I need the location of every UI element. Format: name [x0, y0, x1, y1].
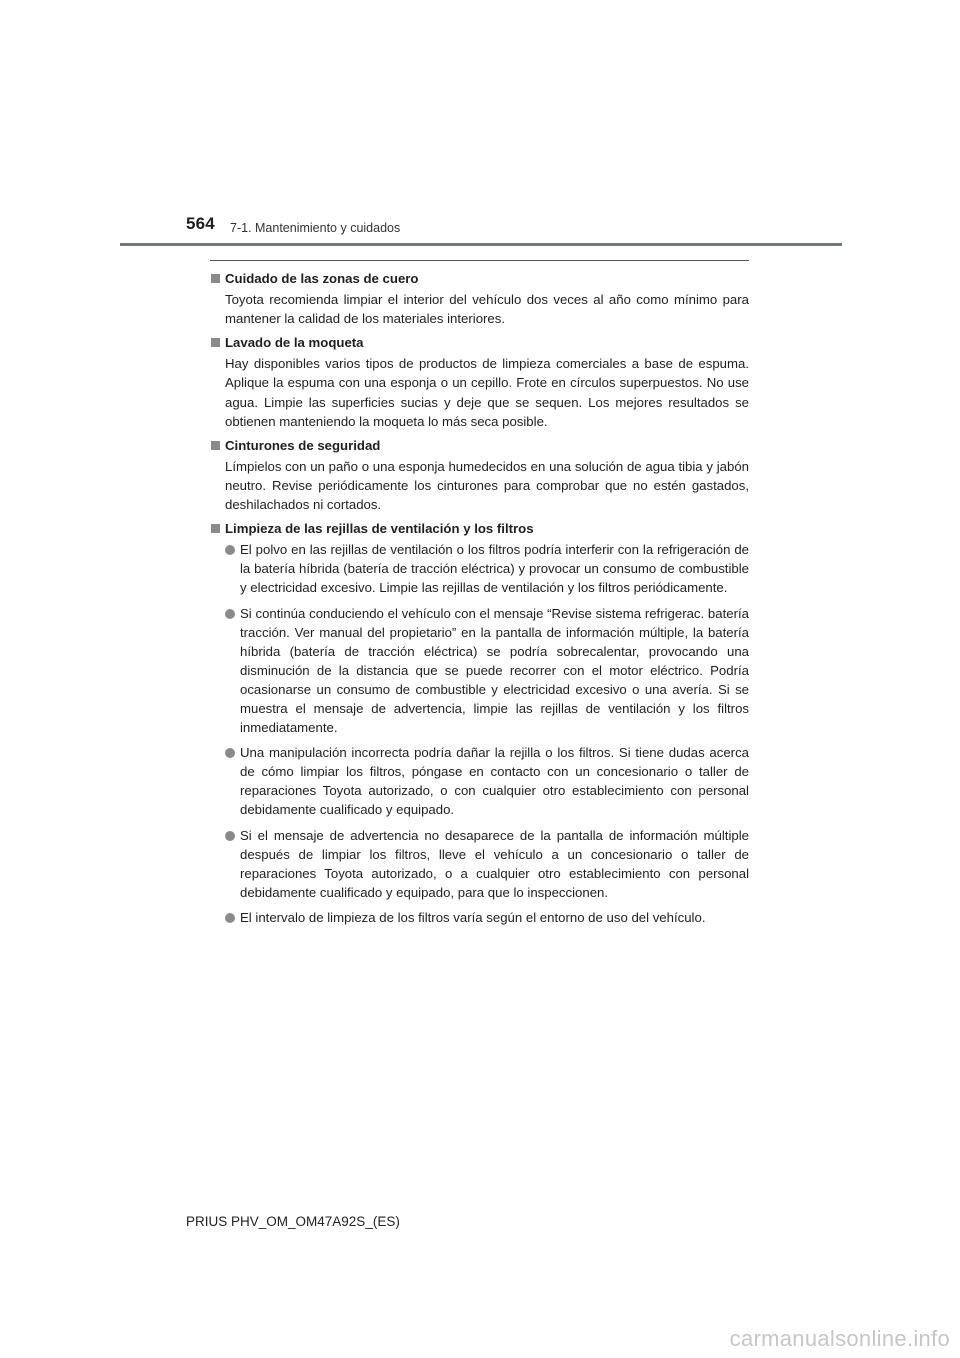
section-heading-text: Cinturones de seguridad [225, 437, 381, 453]
list-item-text: Si el mensaje de advertencia no desaparece de la pantalla de información múltiple después de limpiar los filtros, lleve el vehículo a un concesionario o taller de reparaciones Toyota autorizado, o a cualquier otro establecimiento con personal debidamente cualificado y equipado, para que lo inspeccionen. [240, 827, 749, 900]
square-bullet-icon [211, 524, 220, 533]
circle-bullet-icon [225, 831, 235, 841]
section-heading-text: Limpieza de las rejillas de ventilación y los filtros [225, 521, 534, 537]
content-rule [210, 260, 749, 261]
section-title: 7-1. Mantenimiento y cuidados [230, 221, 401, 235]
list-item [225, 826, 749, 902]
list-item-text: El intervalo de limpieza de los filtros varía según el entorno de uso del vehículo. [240, 909, 706, 925]
square-bullet-icon [211, 338, 220, 347]
list-item-text: Una manipulación incorrecta podría dañar la rejilla o los filtros. Si tiene dudas acerca de cómo limpiar los filtros, póngase en contacto con un concesionario o taller de reparaciones Toyota autorizado, o con cualquier otro establecimiento con personal debidamente cualificado y equipado. [240, 745, 749, 818]
section-heading-text: Cuidado de las zonas de cuero [225, 271, 419, 286]
list-item [225, 540, 749, 597]
section-seatbelts [210, 436, 749, 514]
list-item-text: El polvo en las rejillas de ventilación o los filtros podría interferir con la refrigeración de la batería híbrida (batería de tracción eléctrica) y provocar un consumo de combustible y electricidad excesivo. Limpie las rejillas de ventilación y los filtros periódicamente. [240, 542, 749, 596]
list-item [225, 908, 749, 927]
section-heading [210, 333, 749, 352]
square-bullet-icon [211, 441, 220, 450]
page-number: 564 [186, 214, 215, 233]
list-item [225, 604, 749, 738]
section-heading [210, 436, 749, 455]
section-paragraph: Toyota recomienda limpiar el interior del vehículo dos veces al año como mínimo para mantener la calidad de los materiales interiores. [225, 292, 749, 327]
section-vents [210, 519, 749, 927]
footer-doc-id: PRIUS PHV_OM_OM47A92S_(ES) [186, 1214, 400, 1229]
circle-bullet-icon [225, 748, 235, 758]
content [210, 269, 749, 933]
circle-bullet-icon [225, 545, 235, 555]
section-paragraph: Hay disponibles varios tipos de productos de limpieza comerciales a base de espuma. Aplique la espuma con una esponja o un cepillo. Frote en círculos superpuestos. No use agua. Limpie las superficies sucias y deje que se sequen. Los mejores resultados se obtienen manteniendo la moqueta lo más seca posible. [225, 356, 749, 429]
section-paragraph: Límpielos con un paño o una esponja humedecidos en una solución de agua tibia y jabón neutro. Revise periódicamente los cinturones para comprobar que no estén gastados, deshilachados ni cortados. [225, 458, 749, 513]
square-bullet-icon [211, 274, 220, 283]
list-item-text: Si continúa conduciendo el vehículo con el mensaje “Revise sistema refrigerac. batería tracción. Ver manual del propietario” en la pantalla de información múltiple, la batería híbrida (batería de tracción eléctrica) se podría sobrecalentar, provocando una disminución de la distancia que se puede recorrer con el motor eléctrico. Podría ocasionarse un consumo de combustible y electricidad excesivo o una avería. Si se muestra el mensaje de advertencia, limpie las rejillas de ventilación y los filtros inmediatamente. [240, 605, 749, 736]
section-heading [210, 269, 749, 288]
section-leather [210, 269, 749, 328]
bullet-list [210, 540, 749, 927]
list-item [225, 743, 749, 819]
section-heading [210, 519, 749, 538]
circle-bullet-icon [225, 913, 235, 923]
section-carpet [210, 333, 749, 430]
watermark: carmanualsonline.info [729, 1326, 950, 1351]
circle-bullet-icon [225, 609, 235, 619]
section-heading-text: Lavado de la moqueta [225, 335, 364, 351]
header-rule [120, 243, 842, 246]
